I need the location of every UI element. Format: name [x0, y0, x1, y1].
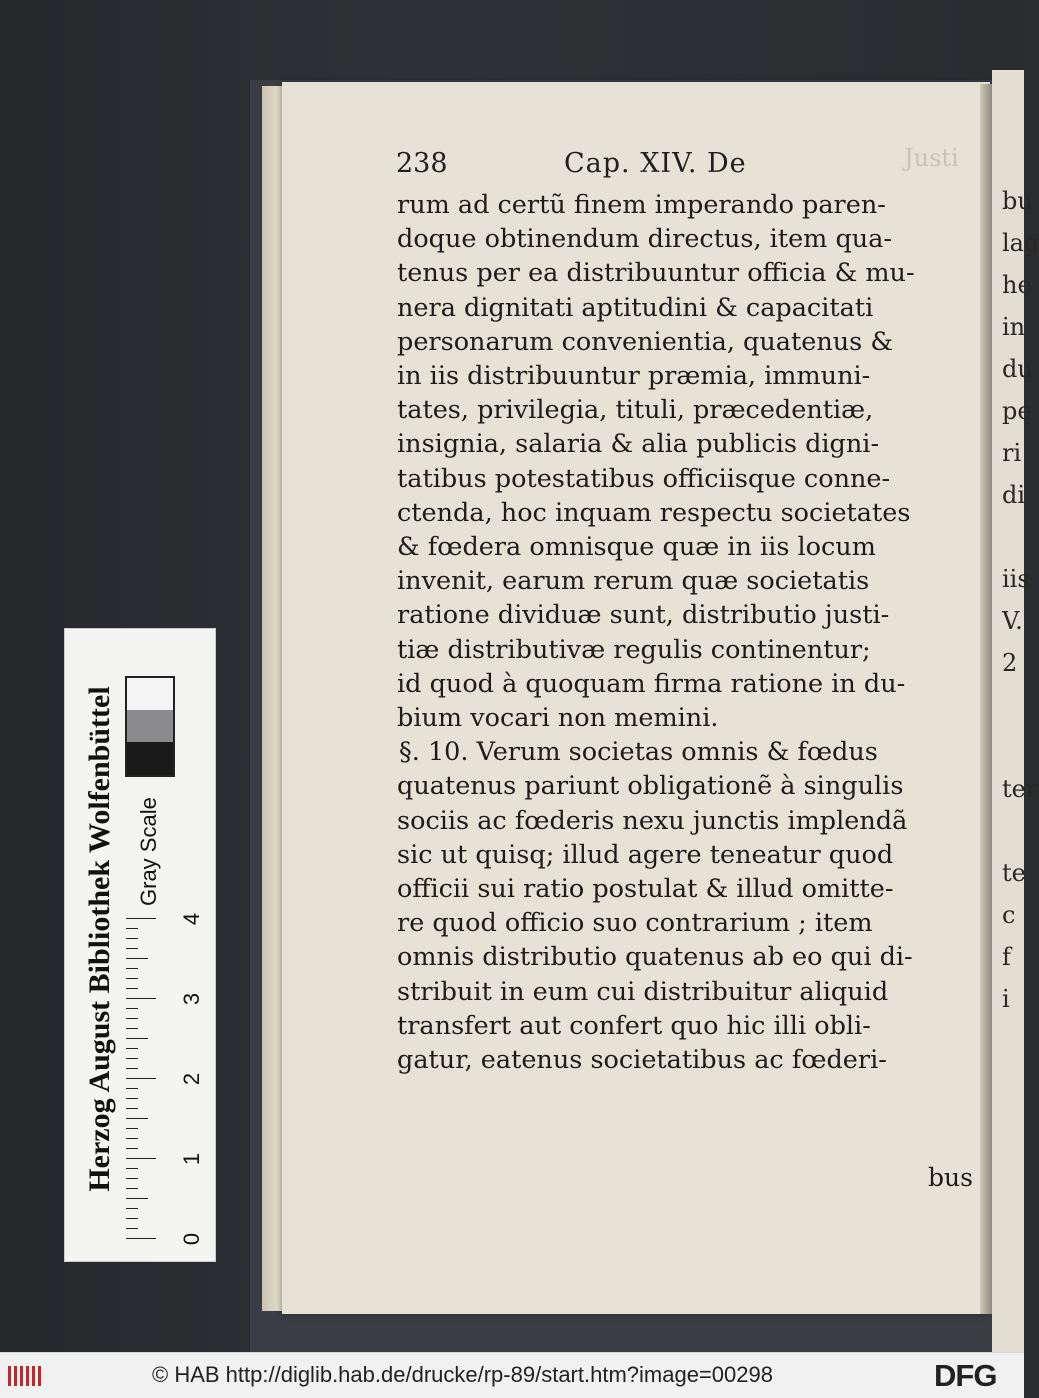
ruler-tick	[126, 968, 138, 969]
ruler-title	[70, 616, 130, 1256]
facing-line	[1002, 1188, 1024, 1230]
ruler-ticks	[126, 918, 156, 1248]
facing-line	[1002, 1062, 1024, 1104]
text-line: ctenda, hoc inquam respectu societates	[397, 497, 911, 528]
facing-line: f	[1002, 943, 1011, 971]
page-gutter	[980, 84, 992, 1314]
text-line: nera dignitati aptitudini & capacitati	[397, 292, 874, 323]
text-line: transfert aut confert quo hic illi obli-	[397, 1010, 871, 1041]
copyright-link[interactable]: © HAB http://diglib.hab.de/drucke/rp-89/start.htm?image=00298	[152, 1362, 773, 1387]
facing-line: V.	[1002, 607, 1023, 635]
facing-line: te	[1002, 859, 1026, 887]
swatch-black	[127, 742, 173, 775]
facing-line: ri	[1002, 439, 1022, 467]
facing-line	[1002, 726, 1024, 768]
ruler-tick	[126, 1048, 138, 1049]
ruler-tick	[126, 1158, 156, 1159]
text-line: §. 10. Verum societas omnis & fœdus	[399, 737, 878, 768]
ruler-tick	[126, 998, 156, 999]
ruler-tick	[126, 1168, 138, 1169]
text-line: tates, privilegia, tituli, præcedentiæ,	[397, 395, 874, 426]
facing-line: du	[1002, 355, 1033, 383]
facing-line	[1002, 1230, 1024, 1272]
text-line: sic ut quisq; illud agere teneatur quod	[397, 839, 894, 870]
ruler-tick	[126, 1088, 138, 1089]
text-line: tatibus potestatibus officiisque conne-	[397, 463, 891, 494]
facing-line	[1002, 1146, 1024, 1188]
gray-scale-text: Gray Scale	[136, 797, 161, 906]
ruler-tick	[126, 1178, 138, 1179]
ruler-tick	[126, 1198, 148, 1199]
footer-bar	[0, 1352, 1024, 1398]
facing-line: pe	[1002, 397, 1032, 425]
dfg-logo: DFG	[934, 1358, 997, 1393]
facing-line: bu	[1002, 187, 1033, 215]
ruler-tick	[126, 1008, 138, 1009]
text-line: sociis ac fœderis nexu junctis implendã	[397, 805, 908, 836]
facing-line: i	[1002, 985, 1010, 1013]
facing-line: di	[1002, 481, 1026, 509]
text-line: stribuit in eum cui distribuitur aliquid	[397, 976, 889, 1007]
gray-scale-label	[118, 780, 178, 906]
ruler-tick	[126, 1218, 138, 1219]
ruler-tick	[126, 1128, 138, 1129]
ruler-tick	[126, 1188, 138, 1189]
ruler-tick	[126, 1238, 156, 1239]
ruler-tick	[126, 978, 138, 979]
ruler-tick	[126, 988, 138, 989]
text-line: ratione dividuæ sunt, distributio justi-	[397, 600, 890, 631]
text-line: gatur, eatenus societatibus ac fœderi-	[397, 1045, 887, 1076]
text-line: re quod officio suo contrarium ; item	[397, 908, 873, 939]
text-line: tenus per ea distribuuntur officia & mu-	[397, 258, 915, 289]
text-line: officii sui ratio postulat & illud omitte-	[397, 874, 894, 905]
ruler-tick	[126, 1018, 138, 1019]
facing-line	[1002, 810, 1024, 852]
text-line: bium vocari non memini.	[397, 703, 719, 734]
facing-line	[1002, 684, 1024, 726]
ruler-tick	[126, 1228, 138, 1229]
show-through-text: Justi	[904, 144, 959, 172]
facing-line: c	[1002, 901, 1016, 929]
ruler-tick	[126, 1058, 138, 1059]
ruler-tick	[126, 1098, 138, 1099]
facing-line: iis	[1002, 565, 1030, 593]
text-line: rum ad certũ finem imperando paren-	[397, 190, 886, 220]
running-header	[396, 144, 976, 188]
facing-page-text	[1002, 180, 1039, 1280]
ruler-number: 1	[179, 1152, 205, 1166]
ruler-number: 4	[179, 912, 205, 926]
facing-line: ter	[1002, 775, 1038, 803]
ruler-tick	[126, 1038, 148, 1039]
ruler-tick	[126, 938, 138, 939]
text-line: in iis distribuuntur præmia, immuni-	[397, 361, 871, 392]
running-head: Cap. XIV. De	[564, 148, 747, 179]
ruler-tick	[126, 918, 156, 919]
text-line: omnis distributio quatenus ab eo qui di-	[397, 942, 913, 973]
ruler-tick	[126, 948, 138, 949]
text-line: & fœdera omnisque quæ in iis locum	[397, 532, 876, 563]
ruler-number: 0	[179, 1232, 205, 1246]
text-line: id quod à quoquam firma ratione in du-	[397, 668, 906, 699]
text-line: tiæ distributivæ regulis continentur;	[397, 634, 871, 665]
facing-line	[1002, 1104, 1024, 1146]
page-number: 238	[396, 148, 448, 179]
facing-line	[1002, 516, 1024, 558]
ruler-tick	[126, 1108, 138, 1109]
text-line: doque obtinendum directus, item qua-	[397, 224, 893, 255]
text-line: insignia, salaria & alia publicis digni-	[397, 429, 880, 460]
text-line: invenit, earum rerum quæ societatis	[397, 566, 870, 597]
library-name: Herzog August Bibliothek Wolfenbüttel	[83, 686, 116, 1192]
facing-line: in	[1002, 313, 1026, 341]
ruler-tick	[126, 1138, 138, 1139]
facing-line: he	[1002, 271, 1032, 299]
facing-line	[1002, 1020, 1024, 1062]
ruler-tick	[126, 958, 148, 959]
facing-line: 2	[1002, 649, 1018, 677]
ruler-tick	[126, 1148, 138, 1149]
ruler-tick	[126, 928, 138, 929]
gray-swatches	[125, 676, 175, 777]
page-body	[397, 188, 973, 1077]
ruler-tick	[126, 1028, 138, 1029]
text-line: personarum convenientia, quatenus &	[397, 326, 894, 357]
ruler-tick	[126, 1208, 138, 1209]
barcode-icon	[6, 1362, 44, 1388]
ruler-tick	[126, 1078, 156, 1079]
text-line: quatenus pariunt obligationẽ à singulis	[397, 771, 904, 802]
ruler-tick	[126, 1118, 148, 1119]
ruler-tick	[126, 1068, 138, 1069]
catchword: bus	[928, 1163, 973, 1192]
swatch-gray	[127, 710, 173, 742]
ruler-number: 3	[179, 992, 205, 1006]
facing-line: lag	[1002, 229, 1039, 257]
swatch-white	[127, 678, 173, 710]
ruler-number: 2	[179, 1072, 205, 1086]
